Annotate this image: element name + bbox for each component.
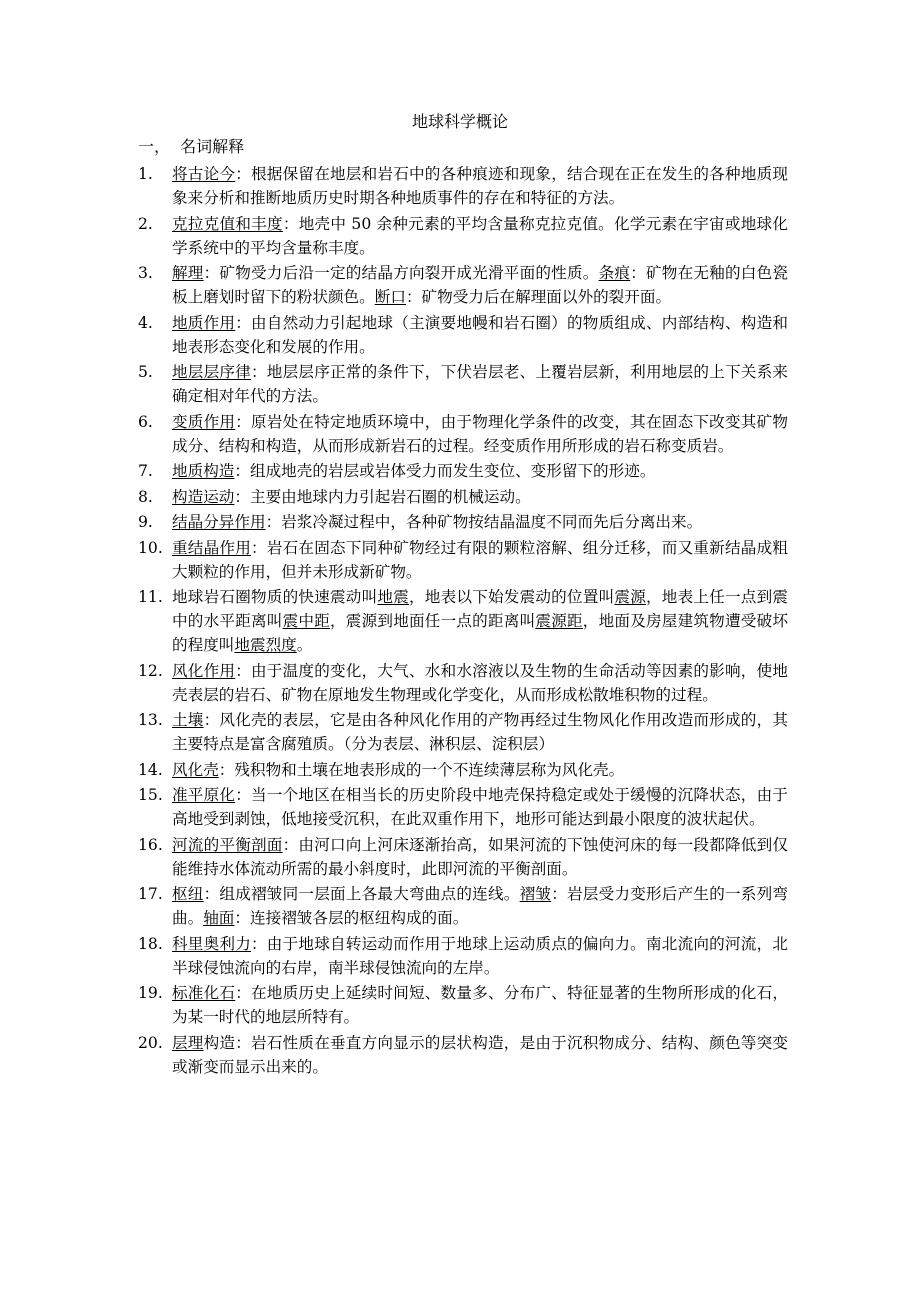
list-item-text: [172, 783, 788, 831]
term-label: 土壤: [172, 711, 204, 729]
list-item-text: [172, 212, 788, 260]
list-item-text: [172, 510, 788, 534]
list-item-number: 3.: [138, 264, 153, 282]
list-item-text: [172, 261, 788, 309]
list-item-number: 14.: [138, 760, 163, 779]
definition-text: 。: [296, 636, 313, 654]
list-item: [138, 932, 788, 980]
definition-list: [138, 162, 788, 1080]
definition-text: ：岩石在固态下同种矿物经过有限的颗粒溶解、组分迁移，而又重新结晶成粗大颗粒的作用，但并未形成新矿物。: [172, 538, 788, 581]
list-item-number: 7.: [138, 462, 153, 480]
list-item-text: [172, 485, 788, 509]
term-label: 标准化石: [172, 984, 236, 1002]
definition-text: ：残积物和土壤在地表形成的一个不连续薄层称为风化壳。: [218, 760, 625, 779]
list-item-text: [172, 536, 788, 584]
definition-text: ：矿物受力后在解理面以外的裂开面。: [405, 288, 672, 306]
term-label: 将古论今: [172, 165, 236, 183]
definition-text: ：地层层序正常的条件下，下伏岩层老、上覆岩层新，利用地层的上下关系来确定相对年代的方法。: [172, 363, 788, 405]
definition-text: ：岩层受力变形后产生的一系列弯曲。: [172, 885, 788, 927]
list-item-number: 10.: [138, 538, 163, 557]
definition-text: ：矿物受力后沿一定的结晶方向裂开成光滑平面的性质。: [203, 264, 599, 282]
list-item: [138, 833, 788, 881]
definition-text: ：原岩处在特定地质环境中，由于物理化学条件的改变，其在固态下改变其矿物成分、结构和构造，从而形成新岩石的过程。经变质作用所形成的岩石称变质岩。: [172, 412, 788, 455]
term-label: 地震烈度: [234, 636, 297, 654]
term-label: 克拉克值和丰度: [172, 214, 283, 233]
list-item-number: 2.: [138, 214, 153, 233]
list-item-text: [172, 833, 788, 881]
list-item-text: [172, 360, 788, 408]
definition-text: ：岩浆冷凝过程中，各种矿物按结晶温度不同而先后分离出来。: [265, 513, 703, 531]
term-label: 变质作用: [172, 412, 236, 431]
list-item-number: 17.: [138, 885, 163, 903]
term-label: 断口: [374, 288, 406, 306]
list-item-number: 9.: [138, 513, 153, 531]
list-item-number: 18.: [138, 934, 163, 953]
list-item: [138, 882, 788, 930]
term-label: 震源距: [535, 612, 583, 630]
list-item-text: [172, 981, 788, 1029]
list-item: [138, 459, 788, 483]
list-item: [138, 261, 788, 309]
list-item-text: [172, 162, 788, 210]
list-item-text: [172, 1031, 788, 1079]
list-item: [138, 212, 788, 260]
list-item-number: 5.: [138, 363, 153, 381]
list-item-number: 1.: [138, 165, 153, 183]
list-item-text: [172, 459, 788, 483]
definition-text: ，地面及房屋建筑物遭受破坏的程度叫: [172, 612, 788, 654]
term-label: 结晶分异作用: [172, 513, 266, 531]
list-item: [138, 708, 788, 756]
list-item: [138, 311, 788, 359]
list-item-number: 8.: [138, 487, 153, 506]
term-label: 层理: [172, 1033, 204, 1052]
definition-text: ，震源到地面任一点的距离叫: [330, 612, 536, 630]
term-label: 枢纽: [172, 885, 204, 903]
list-item-text: [172, 659, 788, 707]
list-item-number: 4.: [138, 313, 153, 332]
list-item-number: 13.: [138, 711, 163, 729]
definition-text: ，地表以下始发震动的位置叫: [409, 588, 615, 606]
term-label: 构造运动: [172, 487, 235, 506]
term-label: 河流的平衡剖面: [172, 835, 283, 854]
list-item-text: [172, 410, 788, 458]
list-item: [138, 585, 788, 657]
list-item-number: 19.: [138, 984, 163, 1002]
definition-text: ：矿物在无釉的白色瓷板上磨划时留下的粉状颜色。: [172, 264, 788, 306]
definition-text: ：主要由地球内力引起岩石圈的机械运动。: [234, 487, 531, 506]
list-item: [138, 485, 788, 509]
list-item-text: [172, 585, 788, 657]
list-item-text: [172, 882, 788, 930]
list-item: [138, 510, 788, 534]
list-item: [138, 981, 788, 1029]
list-item-number: 11.: [138, 588, 163, 606]
section-heading: 一， 名词解释: [138, 137, 245, 156]
definition-text: ，地表上任一点到震中的水平距离叫: [172, 588, 788, 630]
list-item: [138, 536, 788, 584]
page-title: 地球科学概论: [411, 112, 508, 131]
list-item-number: 15.: [138, 786, 163, 804]
term-label: 轴面: [203, 909, 235, 927]
term-label: 重结晶作用: [172, 538, 251, 557]
term-label: 地震: [377, 588, 409, 606]
list-item-number: 20.: [138, 1033, 163, 1052]
list-item-text: [172, 311, 788, 359]
list-item: [138, 410, 788, 458]
definition-text: ：由于地球自转运动而作用于地球上运动质点的偏向力。南北流向的河流，北半球侵蚀流向的右岸，南半球侵蚀流向的左岸。: [172, 934, 788, 977]
definition-text: ：风化壳的表层，它是由各种风化作用的产物再经过生物风化作用改造而形成的，其主要特点是富含腐殖质。（分为表层、淋积层、淀积层）: [172, 711, 788, 753]
list-item-text: [172, 708, 788, 756]
list-item: [138, 659, 788, 707]
definition-text: ：由于温度的变化，大气、水和水溶液以及生物的生命活动等因素的影响，使地壳表层的岩石、矿物在原地发生物理或化学变化，从而形成松散堆积物的过程。: [172, 661, 788, 704]
definition-text: ：连接褶皱各层的枢纽构成的面。: [234, 909, 469, 927]
list-item: [138, 1031, 788, 1079]
term-label: 准平原化: [172, 786, 236, 804]
list-item: [138, 360, 788, 408]
list-item-number: 16.: [138, 835, 163, 854]
definition-text: 构造：岩石性质在垂直方向显示的层状构造，是由于沉积物成分、结构、颜色等突变或渐变而显示出来的。: [172, 1033, 788, 1076]
list-item-text: [172, 932, 788, 980]
definition-text: ：当一个地区在相当长的历史阶段中地壳保持稳定或处于缓慢的沉降状态，由于高地受到剥蚀，低地接受沉积，在此双重作用下，地形可能达到最小限度的波状起伏。: [172, 786, 788, 828]
term-label: 地质作用: [172, 313, 236, 332]
definition-text: ：地壳中 50 余种元素的平均含量称克拉克值。化学元素在宇宙或地球化学系统中的平均含量称丰度。: [172, 214, 788, 257]
definition-text: ：在地质历史上延续时间短、数量多、分布广、特征显著的生物所形成的化石，为某一时代的地层所特有。: [172, 984, 788, 1026]
definition-text: ：组成地壳的岩层或岩体受力而发生变位、变形留下的形迹。: [234, 462, 656, 480]
term-label: 风化作用: [172, 661, 236, 680]
term-label: 风化壳: [172, 760, 219, 779]
list-item: [138, 758, 788, 782]
term-label: 条痕: [598, 264, 631, 282]
term-label: 地层层序律: [172, 363, 251, 381]
list-item: [138, 783, 788, 831]
term-label: 地质构造: [172, 462, 235, 480]
definition-text: 地球岩石圈物质的快速震动叫: [172, 588, 378, 606]
definition-text: ：组成褶皱同一层面上各最大弯曲点的连线。: [203, 885, 520, 903]
term-label: 震源: [614, 588, 646, 606]
term-label: 解理: [172, 264, 204, 282]
list-item: [138, 162, 788, 210]
definition-text: ：由河口向上河床逐渐抬高，如果河流的下蚀使河床的每一段都降低到仅能维持水体流动所需的最小斜度时，此即河流的平衡剖面。: [172, 835, 788, 878]
list-item-text: [172, 758, 788, 782]
definition-text: ：根据保留在地层和岩石中的各种痕迹和现象，结合现在正在发生的各种地质现象来分析和推断地质历史时期各种地质事件的存在和特征的方法。: [172, 165, 788, 207]
term-label: 褶皱: [519, 885, 552, 903]
list-item-number: 12.: [138, 661, 163, 680]
list-item-number: 6.: [138, 412, 153, 431]
term-label: 科里奥利力: [172, 934, 251, 953]
term-label: 震中距: [282, 612, 330, 630]
definition-text: ：由自然动力引起地球（主演要地幔和岩石圈）的物质组成、内部结构、构造和地表形态变化和发展的作用。: [172, 313, 788, 356]
